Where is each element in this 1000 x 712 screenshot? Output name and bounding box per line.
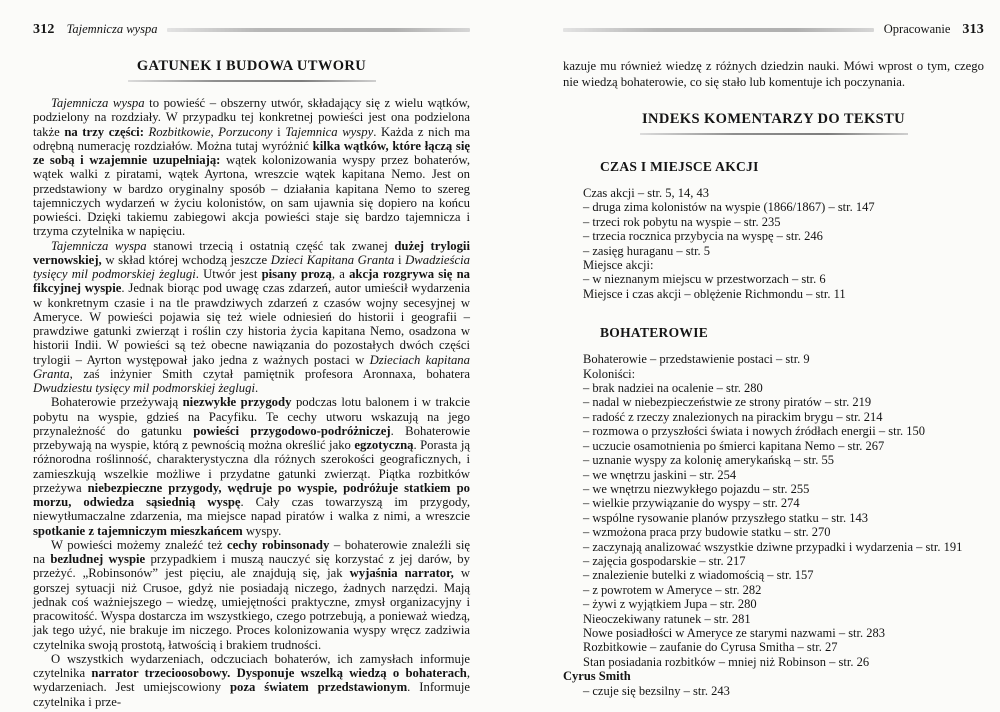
index-item: – wspólne rysowanie planów przyszłego statku – str. 143: [583, 510, 869, 525]
text-run: Bohaterowie przeżywają: [51, 395, 183, 410]
text-run: ,: [210, 124, 219, 139]
index-item: – radość z rzeczy znalezionych na pirackim brygu – str. 214: [583, 409, 883, 424]
page-number-right: 313: [962, 21, 984, 37]
index-section: [563, 159, 984, 301]
continuation-paragraph: [563, 58, 984, 90]
chapter-underline-left: [128, 80, 376, 82]
italic-run: Tajemnica wyspy: [285, 124, 374, 139]
bold-run: egzotyczną: [354, 438, 414, 452]
index-item-list: [563, 352, 984, 698]
paragraph: kazuje mu również wiedzę z różnych dziedzin nauki. Mówi wprost o tym, czego nie wiedzą bohaterowie, co się stało lub komentuje ich poczynania.: [563, 59, 984, 89]
paragraph: [33, 239, 470, 396]
text-run: stanowi trzecią i ostatnią część tak zwanej: [146, 238, 395, 253]
bold-run: akcja rozgrywa się na fikcyjnej wyspie: [33, 267, 470, 296]
text-run: przypadkiem i muszą nauczyć się korzystać z jej darów, by przeżyć. „Robinsonów” jest pięciu, ale znajdują się, jak: [33, 552, 470, 581]
left-body-text: [33, 96, 470, 709]
text-run: , wydarzeniach. Jest umiejscowiony: [33, 666, 470, 695]
text-run: . Utwór jest: [195, 267, 262, 281]
bold-run: pisany prozą: [261, 267, 332, 281]
chapter-heading-right: [563, 111, 984, 135]
text-run: wątek kolonizowania wyspy przez bohaterów, wątek walki z piratami, wątek Ayrtona, wreszcie wątek kapitana Nemo. Jest on przedstawiony w bardzo oryginalny sposób – działania kapitana Nemo to szereg tajemniczych wydarzeń w życiu kolonistów, on sam ujawnia się dopiero na końcu powieści. Dzięki takiemu zabiegowi akcja powieści staje się bardzo tajemnicza i trzyma czytelnika w napięciu.: [33, 153, 470, 239]
text-run: i: [272, 124, 286, 139]
index-section-title: BOHATEROWIE: [600, 325, 709, 341]
bold-run: kilka wątków, które łączą się ze sobą i wzajemnie uzupełniają:: [33, 138, 470, 167]
index-item: – rozmowa o przyszłości świata i nowych źródłach energii – str. 150: [583, 424, 926, 439]
text-run: . Bohaterowie przebywają na wyspie, którą z pewnością można określić jako: [33, 423, 470, 452]
index-item: Czas akcji – str. 5, 14, 43: [583, 186, 710, 200]
index-item: Cyrus Smith: [563, 669, 631, 684]
index-item: – uznanie wyspy za kolonię amerykańską – str. 55: [583, 453, 834, 468]
index-item: Miejsce akcji:: [583, 258, 654, 273]
index-item: – zaczynają analizować wszystkie dziwne przypadki i wydarzenia – str. 191: [583, 539, 963, 554]
bold-run: poza światem przedstawionym: [229, 680, 408, 695]
italic-run: Dwudziestu tysięcy mil podmorskiej żeglugi: [33, 381, 256, 395]
index-item: – brak nadziei na ocalenie – str. 280: [583, 381, 763, 396]
chapter-title-right: INDEKS KOMENTARZY DO TEKSTU: [641, 111, 906, 127]
running-title-right: Opracowanie: [883, 22, 951, 36]
index-item: Stan posiadania rozbitków – mniej niż Robinson – str. 26: [583, 654, 870, 669]
italic-run: Porzucony: [218, 124, 273, 139]
bold-run: niezwykłe przygody: [182, 395, 292, 410]
index-of-comments: [563, 159, 984, 698]
bold-run: wyjaśnia narrator,: [349, 566, 454, 581]
text-run: . Cały czas towarzyszą im przygody, niewytłumaczalne zdarzenia, ma miejsce napad piratów i walka z nimi, a wreszcie: [33, 495, 470, 524]
index-item: – wielkie przywiązanie do wyspy – str. 274: [583, 496, 800, 511]
index-item: – we wnętrzu jaskini – str. 254: [583, 467, 737, 482]
text-run: w skład której wchodzą jeszcze: [101, 252, 271, 267]
text-run: . Porasta ją różnorodna roślinność, charakterystyczna dla różnych szerokości geograficznych, i zamieszkują wszelkie możliwe i przydatne gatunki zwierząt. Piątka rozbitków przeżywa: [33, 438, 470, 495]
index-section-title: CZAS I MIEJSCE AKCJI: [600, 159, 759, 174]
bold-run: dużej trylogii vernowskiej,: [33, 238, 470, 267]
text-run: , zaś inżynier Smith czytał pamiętnik profesora Aronnaxa, bohatera: [69, 366, 470, 381]
text-run: – bohaterowie znaleźli się na: [33, 537, 470, 566]
text-run: , a: [331, 267, 350, 281]
index-item: Bohaterowie – przedstawienie postaci – str. 9: [583, 352, 810, 367]
running-header-left: [33, 22, 470, 37]
text-run: podczas lotu balonem i w trakcie pobytu na wyspie, gdzieś na Pacyfiku. Te cechy utworu wskazują na jego przynależność do gatunku: [33, 395, 470, 438]
bold-run: narrator trzecioosobowy. Dysponuje wszelką wiedzą o bohaterach: [91, 666, 467, 680]
index-item: Nowe posiadłości w Ameryce ze starymi nazwami – str. 283: [583, 625, 886, 640]
header-rule-right: [563, 28, 874, 32]
bold-run: powieści przygodowo-podróżniczej: [193, 423, 391, 438]
index-item: Rozbitkowie – zaufanie do Cyrusa Smitha – str. 27: [583, 640, 838, 655]
index-item: – trzecia rocznica przybycia na wyspę – str. 246: [583, 229, 823, 244]
index-item: – zasięg huraganu – str. 5: [583, 243, 711, 258]
index-item: – druga zima kolonistów na wyspie (1866/1867) – str. 147: [583, 200, 875, 215]
text-run: . Jednak biorąc pod uwagę czas zdarzeń, autor umieścił wydarzenia w konkretnym czasie i na tle prawdziwych zdarzeń z czasów wojny secesyjnej w Ameryce. W powieści pojawia się też wiele odniesień do historii i geografii – prawdziwe gatunki zwierząt i roślin czy historia życia kapitana Nemo, osadzona w historii Indii. W powieści są też obecne nawiązania do pozostałych dwóch części trylogii – Ayrton występował jako jedna z ważnych postaci w: [33, 281, 471, 367]
running-header-right: [563, 22, 984, 37]
bold-run: na trzy części:: [64, 124, 144, 139]
text-run: .: [255, 381, 259, 395]
index-item: – żywi z wyjątkiem Jupa – str. 280: [583, 597, 757, 612]
chapter-heading-left: [33, 58, 470, 82]
chapter-underline-right: [640, 133, 908, 135]
paragraph: [33, 652, 470, 709]
italic-run: Dwadzieścia tysięcy mil podmorskiej żeglugi: [33, 252, 470, 281]
text-run: w gorszej sytuacji niż Crusoe, gdyż nie posiadają niczego, żadnych narzędzi. Mają jednak coś ważniejszego – wiedzę, umiejętności praktyczne, zmysł organizacyjny i pracowitość. Wyspa dostarcza im wszystkiego, czego potrzebują, a ponieważ wiedzą, jak tego użyć, nie brakuje im niczego. Proces kolonizowania wyspy wręcz zadziwia czytelnika swoją prostotą, łatwością i brakiem trudności.: [33, 566, 470, 652]
paragraph: [33, 538, 470, 652]
index-item: Miejsce i czas akcji – oblężenie Richmondu – str. 11: [583, 286, 846, 301]
index-item: – zajęcia gospodarskie – str. 217: [583, 553, 746, 568]
text-run: . Informuje czytelnika i prze-: [33, 680, 470, 709]
italic-run: Dzieci Kapitana Granta: [270, 252, 395, 267]
header-rule-left: [167, 28, 470, 32]
index-item: – znalezienie butelki z wiadomością – str. 157: [583, 568, 814, 583]
text-run: i: [394, 252, 406, 267]
text-run: . Każda z nich ma odrębną numerację rozdziałów. Można tutaj wyróżnić: [33, 124, 471, 153]
running-title-left: Tajemnicza wyspa: [66, 22, 158, 36]
bold-run: niebezpieczne przygody, wędruje po wyspie, podróżuje statkiem po morzu, odwiedza sąsiednią wyspę: [33, 480, 470, 509]
index-item: – we wnętrzu niezwykłego pojazdu – str. 255: [583, 481, 810, 496]
text-run: wyspy.: [242, 523, 282, 538]
italic-run: Rozbitkowie: [148, 124, 211, 139]
page-right: [500, 0, 1000, 712]
text-run: W powieści możemy znaleźć też: [51, 537, 227, 552]
italic-run: Tajemnicza wyspa: [51, 238, 147, 253]
index-item: Nieoczekiwany ratunek – str. 281: [583, 611, 751, 626]
text-run: to powieść – obszerny utwór, składający się z wielu wątków, podzielony na rozdziały. W przypadku tej konkretnej powieści jest ona podzielona także: [33, 96, 470, 139]
index-item: – uczucie osamotnienia po śmierci kapitana Nemo – str. 267: [583, 438, 885, 453]
index-item: – w nieznanym miejscu w przestworzach – str. 6: [583, 272, 826, 287]
index-item: – z powrotem w Ameryce – str. 282: [583, 582, 762, 597]
index-item: – nadal w niebezpieczeństwie ze strony piratów – str. 219: [583, 395, 872, 410]
bold-run: cechy robinsonady: [227, 537, 330, 552]
index-item: – trzeci rok pobytu na wyspie – str. 235: [583, 214, 781, 229]
index-section: [563, 325, 984, 698]
page-number-left: 312: [33, 21, 55, 37]
paragraph: [33, 96, 470, 239]
text-run: O wszystkich wydarzeniach, odczuciach bohaterów, ich zamysłach informuje czytelnika: [33, 651, 470, 680]
index-item-list: [563, 186, 984, 301]
index-item: – czuje się bezsilny – str. 243: [583, 683, 730, 698]
bold-run: bezludnej wyspie: [50, 552, 146, 566]
bold-run: spotkanie z tajemniczym mieszkańcem: [33, 523, 243, 538]
chapter-title-left: GATUNEK I BUDOWA UTWORU: [136, 58, 367, 74]
italic-run: Tajemnicza wyspa: [51, 96, 145, 110]
paragraph: [33, 395, 470, 538]
index-item: Koloniści:: [583, 366, 636, 381]
italic-run: Dzieciach kapitana Granta: [33, 352, 470, 381]
index-item: – wzmożona praca przy budowie statku – str. 270: [583, 525, 831, 540]
